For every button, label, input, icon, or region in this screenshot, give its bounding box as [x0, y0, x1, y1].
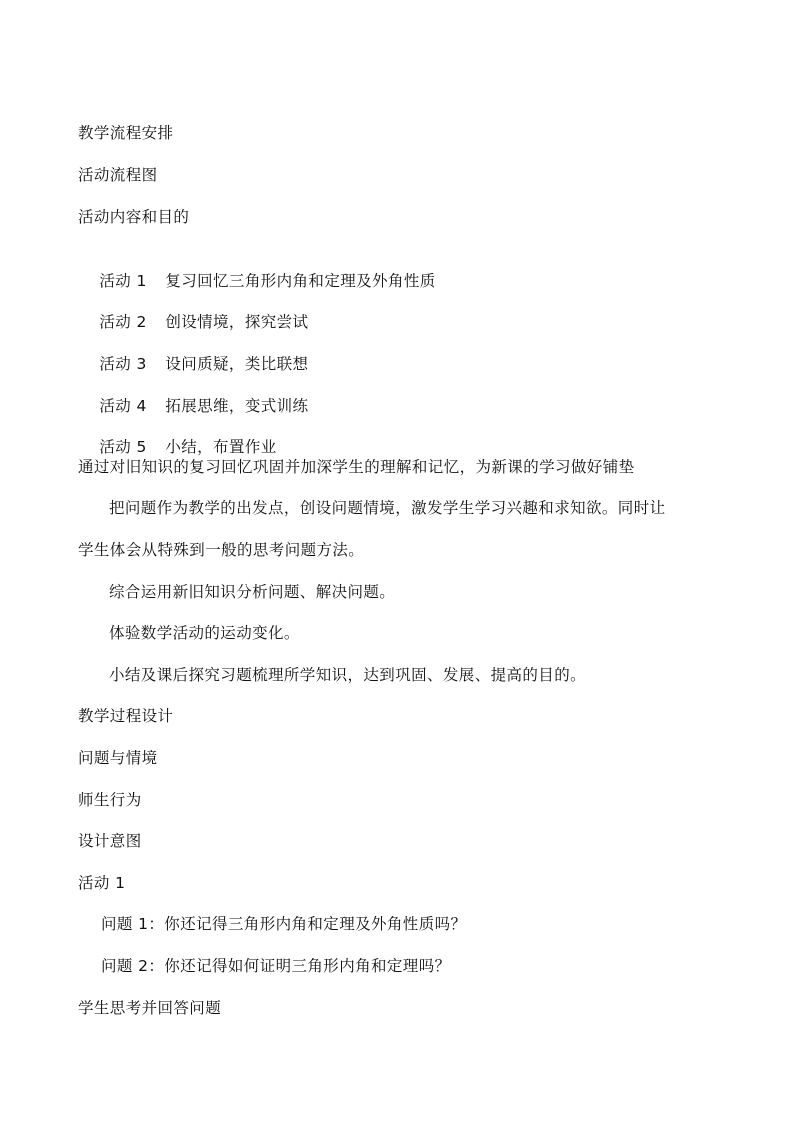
heading-activity-content: 活动内容和目的: [78, 208, 190, 226]
activity-1-label: 活动 1: [99, 272, 147, 290]
column-problem-situation: 问题与情境: [78, 749, 158, 767]
question-1: 问题 1：你还记得三角形内角和定理及外角性质吗？: [101, 915, 467, 933]
student-response: 学生思考并回答问题: [78, 999, 222, 1017]
activity-1-text: 复习回忆三角形内角和定理及外角性质: [165, 272, 436, 290]
activity-4-label: 活动 4: [99, 397, 147, 415]
question-2: 问题 2：你还记得如何证明三角形内角和定理吗？: [101, 957, 451, 975]
heading-teaching-flow: 教学流程安排: [78, 124, 174, 142]
purpose-4: 体验数学活动的运动变化。: [109, 624, 300, 642]
purpose-2-line-2: 学生体会从特殊到一般的思考问题方法。: [78, 541, 365, 559]
activity-2-text: 创设情境，探究尝试: [165, 313, 309, 331]
activity-3-text: 设问质疑，类比联想: [165, 355, 309, 373]
purpose-2-line-1: 把问题作为教学的出发点，创设问题情境，激发学生学习兴趣和求知欲。同时让: [109, 499, 666, 517]
purpose-1: 通过对旧知识的复习回忆巩固并加深学生的理解和记忆，为新课的学习做好铺垫: [78, 458, 635, 476]
purpose-5: 小结及课后探究习题梳理所学知识，达到巩固、发展、提高的目的。: [109, 666, 587, 684]
heading-process-design: 教学过程设计: [78, 707, 174, 725]
activity-5-text: 小结，布置作业: [165, 438, 277, 456]
activity-3-label: 活动 3: [99, 355, 147, 373]
purpose-3: 综合运用新旧知识分析问题、解决问题。: [109, 583, 396, 601]
activity-5-label: 活动 5: [99, 438, 147, 456]
activity-2-label: 活动 2: [99, 313, 147, 331]
column-design-intent: 设计意图: [78, 832, 142, 850]
heading-activity-flowchart: 活动流程图: [78, 166, 158, 184]
activity-1-heading: 活动 1: [78, 874, 126, 892]
column-teacher-student-behavior: 师生行为: [78, 791, 142, 809]
activity-4-text: 拓展思维，变式训练: [165, 397, 309, 415]
